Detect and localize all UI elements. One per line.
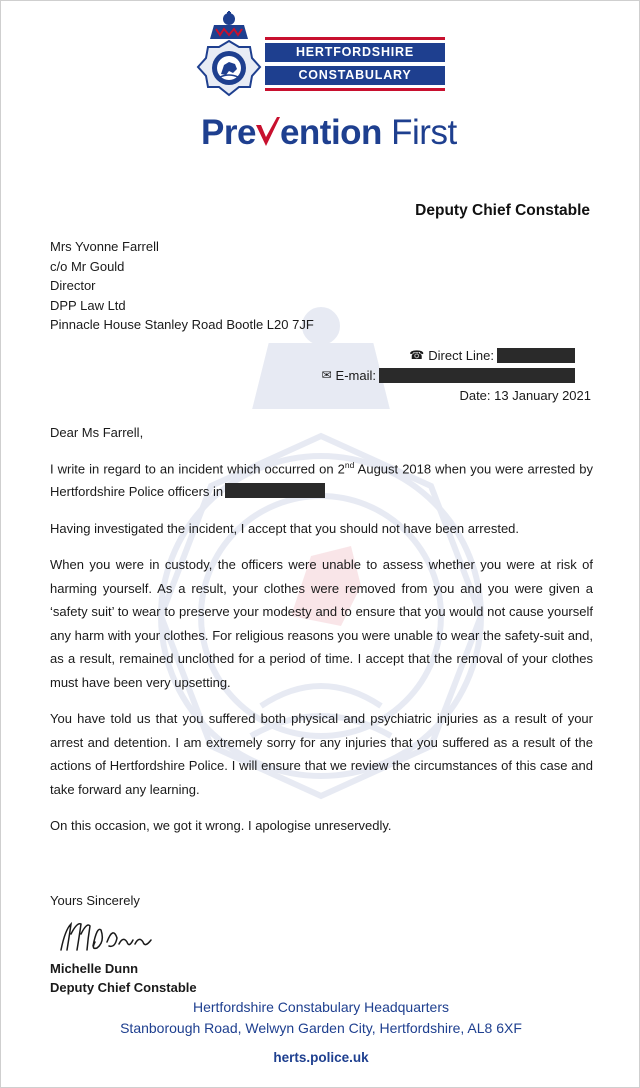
closing: Yours Sincerely [50, 893, 140, 908]
direct-line-label: Direct Line: [428, 347, 494, 363]
recipient-address [50, 237, 314, 335]
redacted-email [379, 368, 575, 383]
signer-block [50, 959, 197, 997]
signer-title: Deputy Chief Constable [50, 980, 197, 995]
email-row [321, 365, 575, 385]
paragraph-5: On this occasion, we got it wrong. I apologise unreservedly. [50, 818, 392, 834]
email-label: E-mail: [335, 367, 376, 383]
date-row [321, 385, 591, 405]
letter-body [50, 421, 593, 851]
telephone-icon: ☎ [409, 347, 425, 362]
force-name-banner [265, 37, 445, 91]
office-heading: Deputy Chief Constable [415, 202, 590, 219]
salutation: Dear Ms Farrell, [50, 425, 144, 440]
paragraph-3: When you were in custody, the officers were unable to assess whether you were at risk of harming yourself. As a result, your clothes were removed from you and you were given a ‘safety suit’ to wear to preserve your modesty and to ensure that you would not cause yourself any harm with your clothes. For religious reasons you were unable to wear the safety-suit and, as a result, remained unclothed for a period of time. I accept that the removal of your clothes must have been very upsetting. [50, 557, 593, 690]
address-line: Pinnacle House Stanley Road Bootle L20 7JF [50, 317, 314, 333]
address-line: Mrs Yvonne Farrell [50, 239, 159, 254]
paragraph-4: You have told us that you suffered both physical and psychiatric injuries as a result of your arrest and detention. I am extremely sorry for any injuries that you suffered as a result of the actions of Hertfordshire Police. I will ensure that we review the circumstances of this case and take forward any learning. [50, 711, 593, 797]
banner-red-stripe-bottom [265, 88, 445, 91]
footer [1, 997, 640, 1065]
prevention-first-logo [201, 109, 461, 159]
force-name-line1: HERTFORDSHIRE [265, 43, 445, 62]
redacted-location [225, 483, 325, 498]
handwritten-signature-icon [57, 916, 157, 956]
footer-address: Stanborough Road, Welwyn Garden City, Hertfordshire, AL8 6XF [120, 1020, 522, 1036]
footer-website: herts.police.uk [273, 1050, 369, 1065]
paragraph-2: Having investigated the incident, I accept that you should not have been arrested. [50, 520, 520, 536]
letter-date: Date: 13 January 2021 [459, 387, 591, 403]
banner-red-stripe [265, 37, 445, 40]
checkmark-v-icon [255, 117, 281, 147]
police-crest-icon [196, 11, 262, 103]
address-line: DPP Law Ltd [50, 297, 126, 313]
slogan-part-first: First [391, 113, 457, 152]
redacted-phone [497, 348, 575, 363]
address-line: c/o Mr Gould [50, 258, 125, 274]
contact-block [321, 345, 591, 405]
paragraph-1: I write in regard to an incident which occurred on 2nd August 2018 when you were arrested by Hertfordshire Police officers in [50, 459, 593, 500]
direct-line-row [321, 345, 575, 365]
slogan-part-pre: Pre [201, 113, 256, 152]
signer-name: Michelle Dunn [50, 961, 139, 976]
address-line: Director [50, 278, 96, 294]
footer-hq-name: Hertfordshire Constabulary Headquarters [192, 999, 449, 1015]
force-name-line2: CONSTABULARY [265, 66, 445, 85]
slogan-part-ention: ention [279, 113, 382, 152]
envelope-icon: ✉ [321, 367, 332, 382]
